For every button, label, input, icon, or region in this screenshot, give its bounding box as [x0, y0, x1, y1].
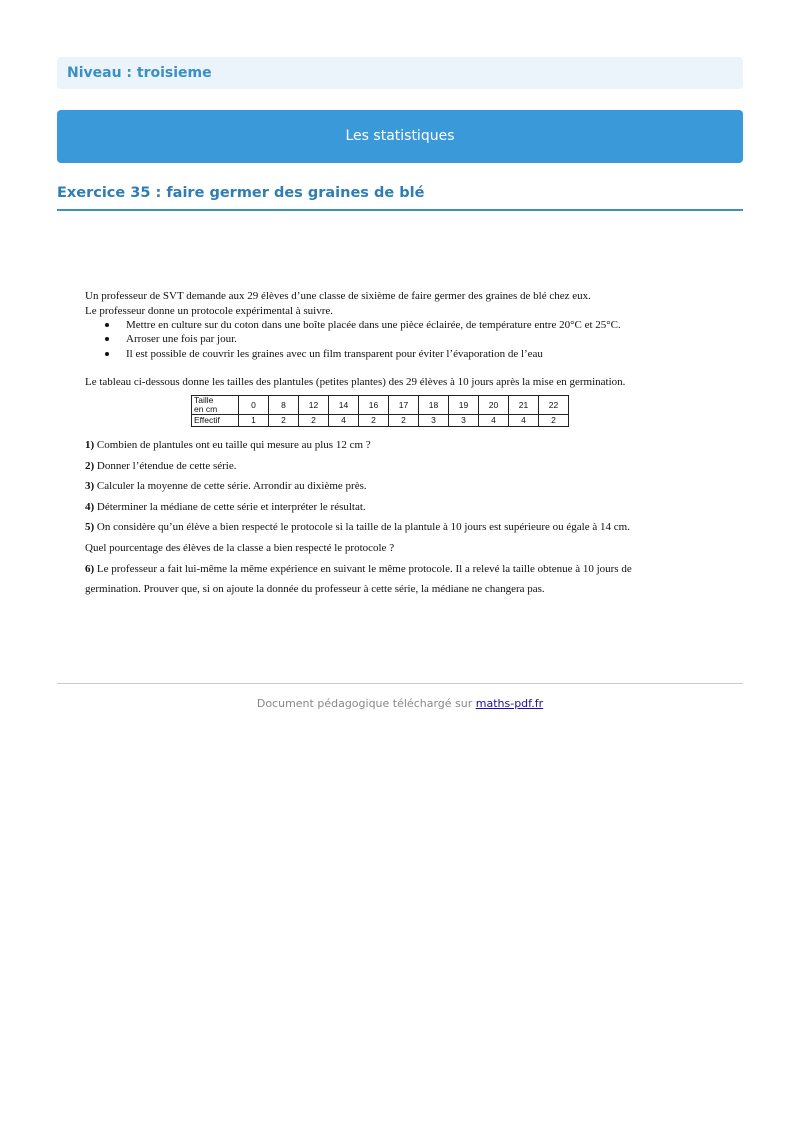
table-cell: 2 — [359, 415, 389, 427]
header-line: en cm — [194, 404, 218, 414]
bullet-text: Arroser une fois par jour. — [126, 333, 237, 345]
question-text: Donner l’étendue de cette série. — [96, 460, 237, 472]
table-cell: 4 — [479, 415, 509, 427]
question-text: Combien de plantules ont eu taille qui mesure au plus 12 cm ? — [96, 439, 371, 451]
bullet-text: Mettre en culture sur du coton dans une boîte placée dans une pièce éclairée, de température entre 20°C et 25°C. — [126, 319, 621, 331]
table-cell: 17 — [389, 396, 419, 415]
protocol-bullet — [106, 347, 543, 362]
table-cell: 21 — [509, 396, 539, 415]
question-text: Le professeur a fait lui-même la même expérience en suivant le même protocole. Il a relevé la taille obtenue à 10 jours de — [96, 563, 632, 575]
table-cell: 2 — [299, 415, 329, 427]
table-cell: 19 — [449, 396, 479, 415]
table-cell: 0 — [239, 396, 269, 415]
table-header-taille — [192, 396, 239, 415]
footer — [57, 697, 743, 710]
question — [85, 500, 366, 515]
table-cell: 2 — [539, 415, 569, 427]
table-cell: 12 — [299, 396, 329, 415]
table-cell: 2 — [389, 415, 419, 427]
table-cell: 2 — [269, 415, 299, 427]
question-number: 4) — [85, 501, 95, 513]
protocol-bullet — [106, 332, 237, 347]
table-cell: 22 — [539, 396, 569, 415]
question — [85, 520, 630, 535]
question-text: Calculer la moyenne de cette série. Arrondir au dixième près. — [96, 480, 367, 492]
chapter-banner: Les statistiques — [57, 110, 743, 163]
question-continuation: Quel pourcentage des élèves de la classe a bien respecté le protocole ? — [85, 542, 395, 554]
exercise-scan — [78, 283, 678, 606]
question-continuation: germination. Prouver que, si on ajoute la donnée du professeur à cette série, la médiane ne changera pas. — [85, 583, 545, 595]
table-cell: 4 — [509, 415, 539, 427]
question-number: 5) — [85, 521, 95, 533]
question — [85, 438, 371, 453]
table-intro: Le tableau ci-dessous donne les tailles des plantules (petites plantes) des 29 élèves à 10 jours après la mise en germination. — [85, 376, 626, 388]
question-number: 1) — [85, 439, 95, 451]
table-cell: 3 — [449, 415, 479, 427]
footer-link[interactable]: maths-pdf.fr — [475, 697, 544, 710]
table-cell: 20 — [479, 396, 509, 415]
level-label: Niveau : troisieme — [57, 57, 743, 89]
question — [85, 562, 632, 577]
table-cell: 3 — [419, 415, 449, 427]
table-cell: 8 — [269, 396, 299, 415]
question — [85, 459, 237, 474]
footer-divider — [57, 683, 743, 684]
intro-line-2: Le professeur donne un protocole expérimental à suivre. — [85, 305, 334, 317]
header-line: Taille — [194, 395, 214, 405]
table-cell: 1 — [239, 415, 269, 427]
table-header-effectif: Effectif — [192, 415, 239, 427]
question — [85, 479, 367, 494]
exercise-title: Exercice 35 : faire germer des graines de blé — [57, 185, 743, 211]
question-number: 6) — [85, 563, 95, 575]
data-table — [191, 395, 569, 427]
footer-text: Document pédagogique téléchargé sur — [256, 697, 476, 710]
question-text: On considère qu’un élève a bien respecté le protocole si la taille de la plantule à 10 jours est supérieure ou égale à 14 cm. — [96, 521, 630, 533]
question-text: Déterminer la médiane de cette série et interpréter le résultat. — [96, 501, 366, 513]
question-number: 2) — [85, 460, 95, 472]
table-cell: 14 — [329, 396, 359, 415]
bullet-text: Il est possible de couvrir les graines avec un film transparent pour éviter l’évaporation de l’eau — [126, 348, 543, 360]
intro-line-1: Un professeur de SVT demande aux 29 élèves d’une classe de sixième de faire germer des graines de blé chez eux. — [85, 290, 591, 302]
question-number: 3) — [85, 480, 95, 492]
table-cell: 4 — [329, 415, 359, 427]
protocol-bullet — [106, 318, 621, 333]
table-cell: 18 — [419, 396, 449, 415]
table-cell: 16 — [359, 396, 389, 415]
